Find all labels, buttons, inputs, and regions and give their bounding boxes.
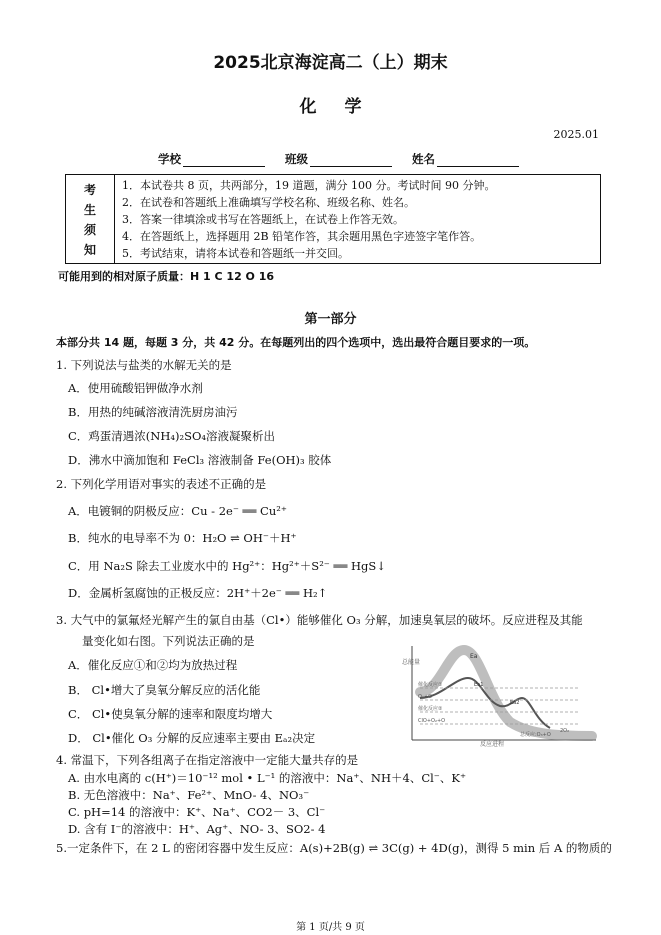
figure-ea1-label: Ea1	[474, 682, 484, 688]
energy-profile-figure	[400, 640, 600, 748]
figure-y-label: 总能量	[402, 659, 421, 666]
notice-char: 考	[84, 183, 97, 197]
notice-char: 须	[84, 223, 97, 237]
figure-total-label: 总反应:O₃+O	[520, 732, 551, 738]
q1-option-d[interactable]: D．沸水中滴加饱和 FeCl₃ 溶液制备 Fe(OH)₃ 胶体	[68, 453, 332, 467]
q2-option-d[interactable]: D．金属析氢腐蚀的正极反应：2H⁺＋2e⁻ ══ H₂↑	[68, 586, 328, 600]
figure-reaction2-label: 催化反应②	[418, 706, 443, 712]
figure-2o2-label: 2O₂	[560, 728, 570, 734]
q4-option-a[interactable]: A. 由水电离的 c(H⁺)＝10⁻¹² mol • L⁻¹ 的溶液中：Na⁺、NH＋4、Cl⁻、K⁺	[68, 771, 467, 785]
name-label: 姓名	[412, 152, 436, 166]
school-label: 学校	[157, 152, 181, 166]
notice-item: 2．在试卷和答题纸上准确填写学校名称、班级名称、姓名。	[122, 196, 415, 209]
exam-title: 2025北京海淀高二（上）期末	[213, 53, 448, 73]
notice-char: 生	[84, 203, 97, 217]
q4-option-c[interactable]: C. pH=14 的溶液中：K⁺、Na⁺、CO2－ 3、Cl⁻	[68, 805, 326, 819]
question-5-stem: 5.一定条件下，在 2 L 的密闭容器中发生反应：A(s)+2B(g) ⇌ 3C(g) + 4D(g)，测得 5 min 后 A 的物质的	[56, 841, 612, 855]
uncatalyzed-curve	[420, 650, 592, 736]
subject-title: 化学	[299, 97, 390, 117]
name-blank[interactable]	[437, 155, 519, 167]
figure-x-label: 反应进程	[480, 741, 505, 748]
figure-o3o-label: O₃+O	[418, 694, 433, 700]
part1-title: 第一部分	[304, 312, 357, 327]
notice-char: 知	[84, 243, 97, 257]
q2-option-a[interactable]: A．电镀铜的阴极反应：Cu - 2e⁻ ══ Cu²⁺	[68, 504, 287, 518]
q4-option-d[interactable]: D. 含有 I⁻的溶液中：H⁺、Ag⁺、NO- 3、SO2- 4	[68, 822, 326, 836]
q3-option-c[interactable]: C． Cl•使臭氧分解的速率和限度均增大	[68, 707, 273, 721]
figure-ea2-label: Ea2	[510, 700, 520, 706]
q1-option-c[interactable]: C．鸡蛋清遇浓(NH₄)₂SO₄溶液凝聚析出	[68, 429, 275, 443]
q3-option-d[interactable]: D． Cl•催化 O₃ 分解的反应速率主要由 Eₐ₂决定	[68, 731, 316, 745]
class-label: 班级	[285, 152, 308, 166]
student-info-fields	[0, 151, 661, 167]
q4-option-b[interactable]: B. 无色溶液中：Na⁺、Fe²⁺、MnO- 4、NO₃⁻	[68, 788, 310, 802]
notice-items	[122, 177, 495, 262]
notice-item: 5．考试结束，请将本试卷和答题纸一并交回。	[122, 247, 349, 260]
class-blank[interactable]	[310, 155, 392, 167]
q1-option-b[interactable]: B．用热的纯碱溶液清洗厨房油污	[68, 405, 238, 419]
page-footer: 第 1 页/共 9 页	[296, 922, 365, 933]
notice-side-label	[66, 175, 115, 263]
question-1-stem: 1. 下列说法与盐类的水解无关的是	[56, 358, 232, 372]
q1-option-a[interactable]: A．使用硫酸铝钾做净水剂	[68, 381, 203, 395]
atomic-mass-line: 可能用到的相对原子质量：H 1 C 12 O 16	[58, 270, 275, 283]
question-3-stem: 3. 大气中的氯氟烃光解产生的氯自由基（Cl•）能够催化 O₃ 分解，加速臭氧层的破坏。反应进程及其能	[56, 613, 583, 627]
part1-instructions: 本部分共 14 题，每题 3 分，共 42 分。在每题列出的四个选项中，选出最符合题目要求的一项。	[56, 336, 536, 349]
notice-item: 4．在答题纸上，选择题用 2B 铅笔作答，其余题用黑色字迹签字笔作答。	[122, 230, 482, 243]
exam-date: 2025.01	[553, 128, 599, 141]
q3-option-a[interactable]: A．催化反应①和②均为放热过程	[68, 658, 238, 672]
question-2-stem: 2. 下列化学用语对事实的表述不正确的是	[56, 477, 267, 491]
notice-item: 3．答案一律填涂或书写在答题纸上，在试卷上作答无效。	[122, 213, 404, 226]
figure-clo-label: ClO+O₂+O	[418, 718, 446, 724]
figure-reaction1-label: 催化反应①	[418, 682, 443, 688]
school-blank[interactable]	[183, 155, 265, 167]
notice-item: 1．本试卷共 8 页，共两部分，19 道题，满分 100 分。考试时间 90 分钟。	[122, 179, 496, 192]
q2-option-c[interactable]: C．用 Na₂S 除去工业废水中的 Hg²⁺：Hg²⁺＋S²⁻ ══ HgS↓	[68, 559, 386, 573]
exam-notice-box	[65, 174, 601, 264]
q2-option-b[interactable]: B．纯水的电导率不为 0：H₂O ⇌ OH⁻＋H⁺	[68, 531, 297, 545]
question-4-stem: 4. 常温下，下列各组离子在指定溶液中一定能大量共存的是	[56, 753, 359, 767]
figure-ea-label: Ea	[470, 653, 478, 660]
q3-option-b[interactable]: B． Cl•增大了臭氧分解反应的活化能	[68, 683, 261, 697]
question-3-stem-cont: 量变化如右图。下列说法正确的是	[82, 634, 255, 648]
